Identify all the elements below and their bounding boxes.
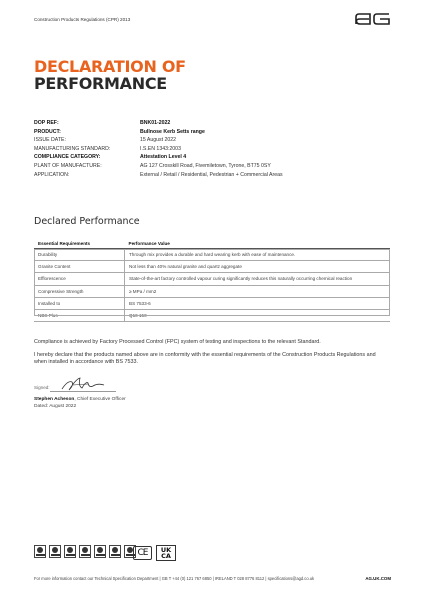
requirement-cell: Efflorescence xyxy=(34,273,125,285)
signer-name: Stephen Acheson xyxy=(34,397,75,402)
meta-value: Attestation Level 4 xyxy=(140,154,187,161)
value-cell: Not less than 40% natural granite and quartz aggregate xyxy=(125,261,391,273)
meta-value: Bullnose Kerb Setts range xyxy=(140,128,205,135)
signer-role: , Chief Executive Officer xyxy=(74,397,126,402)
requirement-cell: NBS Plus xyxy=(34,309,125,321)
page-title xyxy=(34,58,186,92)
meta-value: External / Retail / Residential, Pedestrian + Commercial Areas xyxy=(140,171,283,178)
compliance-text: Compliance is achieved by Factory Processed Control (FPC) system of testing and inspections to the relevant Standard. xyxy=(34,339,321,345)
meta-row xyxy=(34,136,283,145)
table-row xyxy=(34,261,390,273)
certification-badges xyxy=(34,545,136,558)
value-cell: BS 7533-6 xyxy=(125,297,391,309)
meta-row xyxy=(34,153,283,162)
table-row xyxy=(34,273,390,285)
requirement-cell: Durability xyxy=(34,249,125,261)
meta-row xyxy=(34,119,283,128)
handwritten-signature xyxy=(58,376,110,394)
meta-key: PLANT OF MANUFACTURE: xyxy=(34,162,102,169)
signed-label: Signed: xyxy=(34,385,50,390)
title-line-1: DECLARATION OF xyxy=(34,57,186,76)
table-row xyxy=(34,297,390,309)
iso-cert-icon xyxy=(64,545,76,558)
meta-value: AG 127 Crosskill Road, Fivemiletown, Tyrone, BT75 0SY xyxy=(140,162,271,169)
meta-key: ISSUE DATE: xyxy=(34,137,66,144)
footer-contact: For more information contact our Technical Specification Department | GB T +44 (0) 121 767 6850 | IRELAND T 028 8776 8112 | specifications@agd.co.uk xyxy=(34,576,315,581)
meta-key: COMPLIANCE CATEGORY: xyxy=(34,154,101,161)
meta-row xyxy=(34,162,283,171)
meta-row xyxy=(34,145,283,154)
table-header-requirement: Essential Requirements xyxy=(34,238,125,249)
table-row xyxy=(34,309,390,321)
iso-cert-icon xyxy=(49,545,61,558)
meta-row xyxy=(34,171,283,180)
iso-cert-icon xyxy=(79,545,91,558)
meta-key: MANUFACTURING STANDARD: xyxy=(34,145,111,152)
regulation-header: Construction Products Regulations (CPR) 2013 xyxy=(34,17,131,22)
table-header-value: Performance Value xyxy=(125,238,391,249)
requirement-cell: Granite Content xyxy=(34,261,125,273)
signed-date: Dated: August 2022 xyxy=(34,404,77,409)
requirement-cell: Compressive Strength xyxy=(34,285,125,297)
meta-value: BNK01-2022 xyxy=(140,120,171,126)
section-title: Declared Performance xyxy=(34,216,140,227)
footer-website[interactable]: AG.UK.COM xyxy=(365,576,391,581)
meta-value: I.S.EN 1343:2003 xyxy=(140,145,181,152)
ukca-mark-icon xyxy=(156,545,176,561)
table-row xyxy=(34,285,390,297)
value-cell: State-of-the-art factory controlled vapour curing significantly reduces this naturally occurring chemical reaction xyxy=(125,273,391,285)
value-cell: Through mix provides a durable and hard wearing kerb with ease of maintenance. xyxy=(125,249,391,261)
meta-key: PRODUCT: xyxy=(34,128,61,135)
title-line-2: PERFORMANCE xyxy=(34,74,167,93)
meta-value: 15 August 2022 xyxy=(140,137,177,144)
declaration-text: I hereby declare that the products named above are in conformity with the essential requirements of the Construction Products Regulations and when installed in accordance with BS 7533. xyxy=(34,352,376,366)
ukca-bottom: CA xyxy=(161,552,171,560)
meta-key: APPLICATION: xyxy=(34,171,70,178)
product-meta xyxy=(34,119,283,179)
meta-key: DOP REF: xyxy=(34,120,59,126)
conformity-marks xyxy=(133,545,176,561)
table-row xyxy=(34,249,390,261)
ukca-top: UK xyxy=(160,545,172,554)
value-cell: ≥ MPa / mm2 xyxy=(125,285,391,297)
ag-logo xyxy=(355,13,391,25)
value-cell: Q10 150 xyxy=(125,309,391,321)
performance-table xyxy=(34,238,390,322)
ce-mark-icon: CE xyxy=(133,546,152,560)
iso-cert-icon xyxy=(34,545,46,558)
meta-row xyxy=(34,128,283,137)
signer-block xyxy=(34,396,126,410)
iso-cert-icon xyxy=(94,545,106,558)
requirement-cell: Installed to xyxy=(34,297,125,309)
iso-cert-icon xyxy=(109,545,121,558)
